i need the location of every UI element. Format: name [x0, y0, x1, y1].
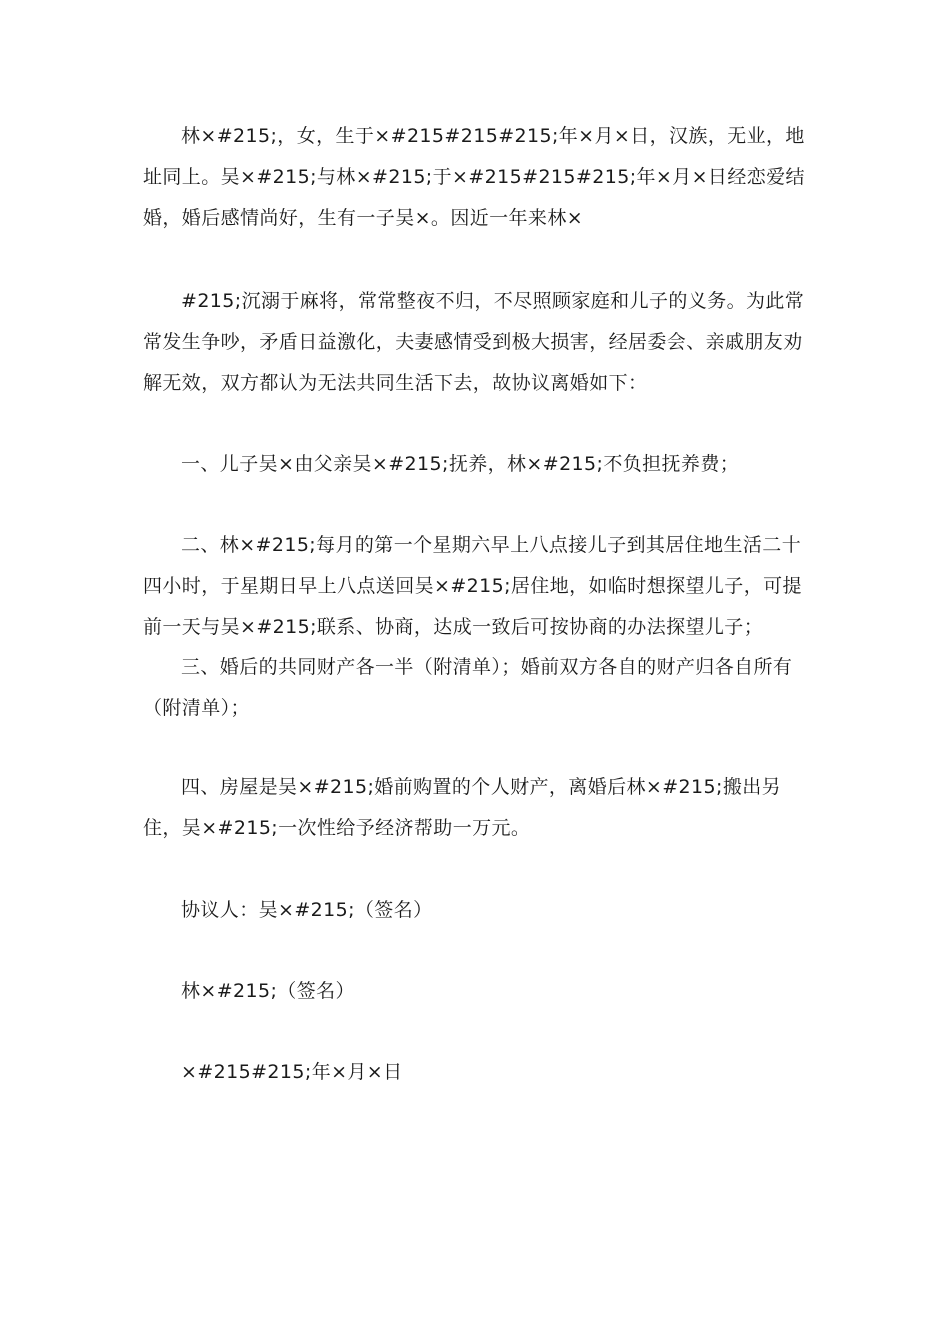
signature-date: ×#215#215;年×月×日: [181, 1061, 403, 1083]
paragraph-clause-house: 四、房屋是吴×#215;婚前购置的个人财产，离婚后林×#215;搬出另住，吴×#215;一次性给予经济帮助一万元。: [143, 776, 782, 839]
paragraph-background: #215;沉溺于麻将，常常整夜不归，不尽照顾家庭和儿子的义务。为此常常发生争吵，矛盾日益激化，夫妻感情受到极大损害，经居委会、亲戚朋友劝解无效，双方都认为无法共同生活下去，故协议离婚如下：: [143, 290, 805, 394]
signature-party-a: 协议人：吴×#215;（签名）: [181, 899, 433, 921]
paragraph-clause-visitation: 二、林×#215;每月的第一个星期六早上八点接儿子到其居住地生活二十四小时，于星期日早上八点送回吴×#215;居住地，如临时想探望儿子，可提前一天与吴×#215;联系、协商，达成一致后可按协商的办法探望儿子；: [143, 534, 802, 638]
paragraph-personal-info: 林×#215;，女，生于×#215#215#215;年×月×日，汉族，无业，地址同上。吴×#215;与林×#215;于×#215#215#215;年×月×日经恋爱结婚，婚后感情尚好，生有一子吴×。因近一年来林×: [143, 125, 805, 229]
paragraph-clause-custody: 一、儿子吴×由父亲吴×#215;抚养，林×#215;不负担抚养费；: [181, 453, 740, 475]
paragraph-clause-property: 三、婚后的共同财产各一半（附清单）；婚前双方各自的财产归各自所有（附清单）；: [143, 656, 793, 719]
signature-party-b: 林×#215;（签名）: [181, 980, 355, 1002]
